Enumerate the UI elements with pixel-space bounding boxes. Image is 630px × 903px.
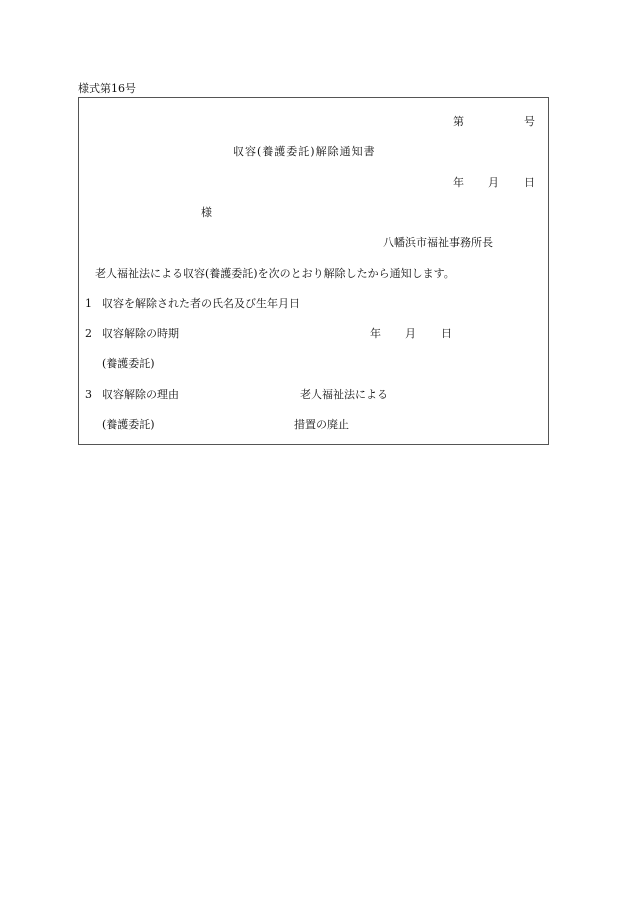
- item-2-label: 収容解除の時期: [102, 327, 179, 340]
- document-title: 収容(養護委託)解除通知書: [233, 145, 376, 158]
- date-month-label: 月: [488, 176, 499, 189]
- notice-body-text: 老人福祉法による収容(養護委託)を次のとおり解除したから通知します。: [95, 267, 455, 280]
- item-3-sublabel: (養護委託): [102, 418, 155, 431]
- date-day-label: 日: [524, 176, 535, 189]
- item-3-label: 収容解除の理由: [102, 388, 179, 401]
- addressee-honorific: 様: [201, 206, 212, 219]
- item-2-year-label: 年: [370, 327, 381, 340]
- item-2-month-label: 月: [405, 327, 416, 340]
- item-3-number: 3: [85, 388, 92, 401]
- item-2-sublabel: (養護委託): [102, 357, 155, 370]
- document-number-prefix: 第: [453, 115, 464, 128]
- date-year-label: 年: [453, 176, 464, 189]
- item-1-number: 1: [85, 297, 92, 310]
- item-1-label: 収容を解除された者の氏名及び生年月日: [102, 297, 300, 310]
- item-3-reason-line1: 老人福祉法による: [300, 388, 388, 401]
- sender-name: 八幡浜市福祉事務所長: [383, 236, 493, 249]
- item-3-reason-line2: 措置の廃止: [294, 418, 349, 431]
- document-number-suffix: 号: [524, 115, 535, 128]
- form-number-label: 様式第16号: [78, 82, 136, 95]
- item-2-number: 2: [85, 327, 92, 340]
- item-2-day-label: 日: [441, 327, 452, 340]
